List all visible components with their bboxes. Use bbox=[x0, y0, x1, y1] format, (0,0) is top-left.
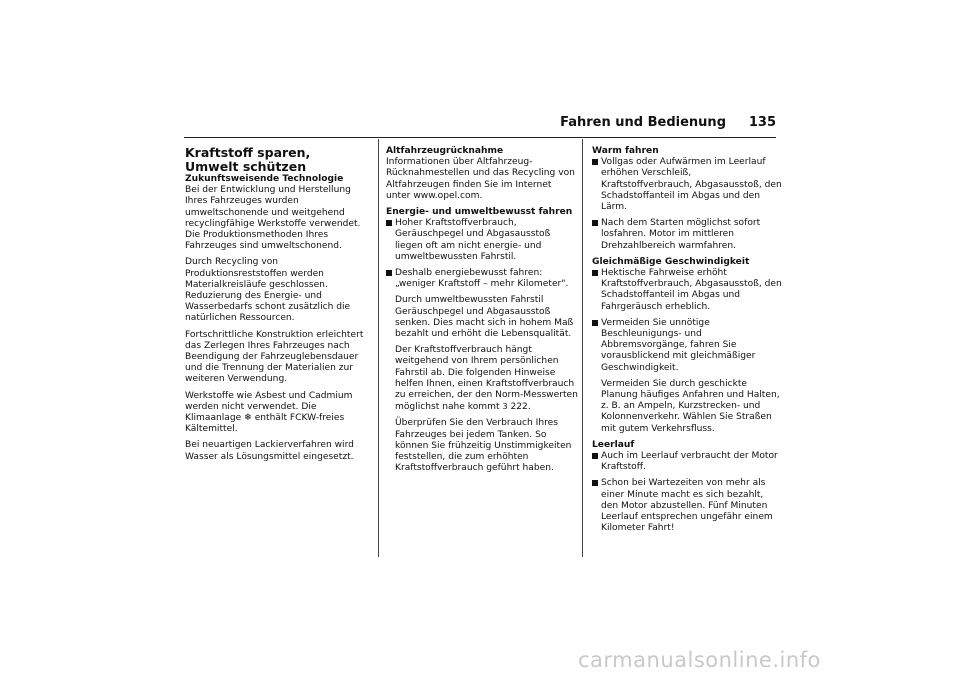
bullet-text: Hektische Fahrweise erhöht Kraftstoffverbrauch, Abgasausstoß, den Schadstoffanteil im Abgas und Fahrgeräusch erheblich. bbox=[601, 268, 782, 312]
bullet-text: Vollgas oder Aufwärmen im Leerlauf erhöhen Verschleiß, Kraftstoffverbrauch, Abgasausstoß, den Schadstoffanteil im Abgas und den Lärm. bbox=[601, 157, 782, 213]
section-heading-line1: Kraftstoff sparen, bbox=[185, 145, 311, 160]
bullet-text: Schon bei Wartezeiten von mehr als einer Minute macht es sich bezahlt, den Motor abzustellen. Fünf Minuten Leerlauf entsprechen ungefähr einem Kilometer Fahrt! bbox=[601, 478, 773, 534]
watermark: carmanualsonline.info bbox=[578, 648, 821, 672]
bullet-square-icon bbox=[386, 270, 392, 276]
paragraph-text: enthält FCKW-freies Kältemittel. bbox=[185, 413, 345, 435]
column-1 bbox=[185, 146, 375, 468]
paragraph: Bei der Entwicklung und Herstellung Ihres Fahrzeuges wurden umweltschonende und weitgehend recyclingfähige Werkstoffe verwendet. Die Produktionsmethoden Ihres Fahrzeuges sind umweltschonend. bbox=[185, 185, 361, 252]
bullet-square-icon bbox=[592, 220, 598, 226]
indented-paragraph bbox=[386, 345, 578, 413]
bullet-square-icon bbox=[592, 159, 598, 165]
paragraph-text: Der Kraftstoffverbrauch hängt weitgehend von Ihrem persönlichen Fahrstil ab. Die folgenden Hinweise helfen Ihnen, einen Kraftstoffverbrauch zu erreichen, der den Norm-Messwerten möglichst nahe kommt bbox=[395, 345, 578, 413]
paragraph: Bei neuartigen Lackierverfahren wird Wasser als Lösungsmittel eingesetzt. bbox=[185, 440, 354, 462]
subheading-warm-up: Warm fahren bbox=[592, 146, 659, 156]
subheading-eco-driving: Energie- und umweltbewusst fahren bbox=[386, 207, 573, 218]
indented-paragraph: Durch umweltbewussten Fahrstil Geräuschpegel und Abgasausstoß senken. Dies macht sich in hohem Maß bezahlt und erhöht die Lebensqualität. bbox=[395, 295, 574, 340]
column-2 bbox=[386, 146, 578, 479]
subheading-constant-speed: Gleichmäßige Geschwindigkeit bbox=[592, 256, 750, 267]
bullet-text: Auch im Leerlauf verbraucht der Motor Kraftstoff. bbox=[601, 451, 778, 473]
bullet-square-icon bbox=[592, 270, 598, 276]
page-header-title: Fahren und Bedienung bbox=[560, 115, 726, 130]
subheading-idle: Leerlauf bbox=[592, 439, 635, 450]
indented-paragraph: Vermeiden Sie durch geschickte Planung häufiges Anfahren und Halten, z. B. an Ampeln, Kurzstrecken- und Kolonnenverkehr. Wählen Sie Straßen mit gutem Verkehrsfluss. bbox=[601, 378, 780, 434]
bullet-square-icon bbox=[592, 320, 598, 326]
paragraph bbox=[185, 391, 375, 436]
bullet-text: Hoher Kraftstoffverbrauch, Geräuschpegel und Abgasausstoß liegen oft am nicht energie- und umweltbewussten Fahrstil. bbox=[395, 218, 551, 262]
bullet-square-icon bbox=[386, 220, 392, 226]
subheading-recycling: Altfahrzeugrücknahme bbox=[386, 146, 504, 156]
paragraph: Fortschrittliche Konstruktion erleichtert das Zerlegen Ihres Fahrzeuges nach Beendigung der Fahrzeuglebensdauer und die Trennung der Materialien zur weiteren Verwendung. bbox=[185, 329, 364, 385]
page-number: 135 bbox=[748, 115, 776, 130]
bullet-item bbox=[592, 478, 782, 534]
page-reference-icon: 3 bbox=[502, 402, 508, 412]
bullet-text: Vermeiden Sie unnötige Beschleunigungs- und Abbremsvorgänge, fahren Sie vorausblickend mit gleichmäßiger Geschwindigkeit. bbox=[601, 317, 756, 373]
bullet-square-icon bbox=[592, 453, 598, 459]
section-heading-line2: Umwelt schützen bbox=[185, 159, 307, 174]
page-reference: 222. bbox=[510, 402, 531, 413]
bullet-text: Deshalb energiebewusst fahren: „weniger Kraftstoff – mehr Kilometer". bbox=[395, 268, 569, 290]
bullet-square-icon bbox=[592, 480, 598, 486]
bullet-item bbox=[592, 451, 782, 473]
bullet-item bbox=[592, 157, 782, 213]
bullet-item bbox=[386, 268, 578, 290]
paragraph: Durch Recycling von Produktionsreststoffen werden Materialkreisläufe geschlossen. Reduzierung des Energie- und Wasserbedarfs schont zusätzlich die natürlichen Ressourcen. bbox=[185, 257, 351, 324]
column-divider-right bbox=[582, 139, 583, 557]
header-rule bbox=[184, 137, 776, 138]
bullet-text: Nach dem Starten möglichst sofort losfahren. Motor im mittleren Drehzahlbereich warmfahren. bbox=[601, 218, 761, 251]
indented-paragraph: Überprüfen Sie den Verbrauch Ihres Fahrzeuges bei jedem Tanken. So können Sie frühzeitig Unstimmigkeiten feststellen, die zum erhöhten Kraftstoffverbrauch geführt haben. bbox=[395, 418, 572, 474]
column-divider-left bbox=[378, 139, 379, 557]
paragraph: Informationen über Altfahrzeug-Rücknahmestellen und das Recycling von Altfahrzeugen finden Sie im Internet unter www.opel.com. bbox=[386, 157, 575, 201]
snowflake-icon: ❄ bbox=[244, 413, 252, 424]
paragraph-text: Werkstoffe wie Asbest und Cadmium werden nicht verwendet. Die Klimaanlage bbox=[185, 390, 353, 424]
bullet-item bbox=[592, 268, 782, 313]
bullet-item bbox=[592, 218, 782, 252]
bullet-item bbox=[592, 318, 782, 374]
subheading-technology: Zukunftsweisende Technologie bbox=[185, 174, 344, 184]
column-3 bbox=[592, 146, 782, 540]
bullet-item bbox=[386, 218, 578, 263]
